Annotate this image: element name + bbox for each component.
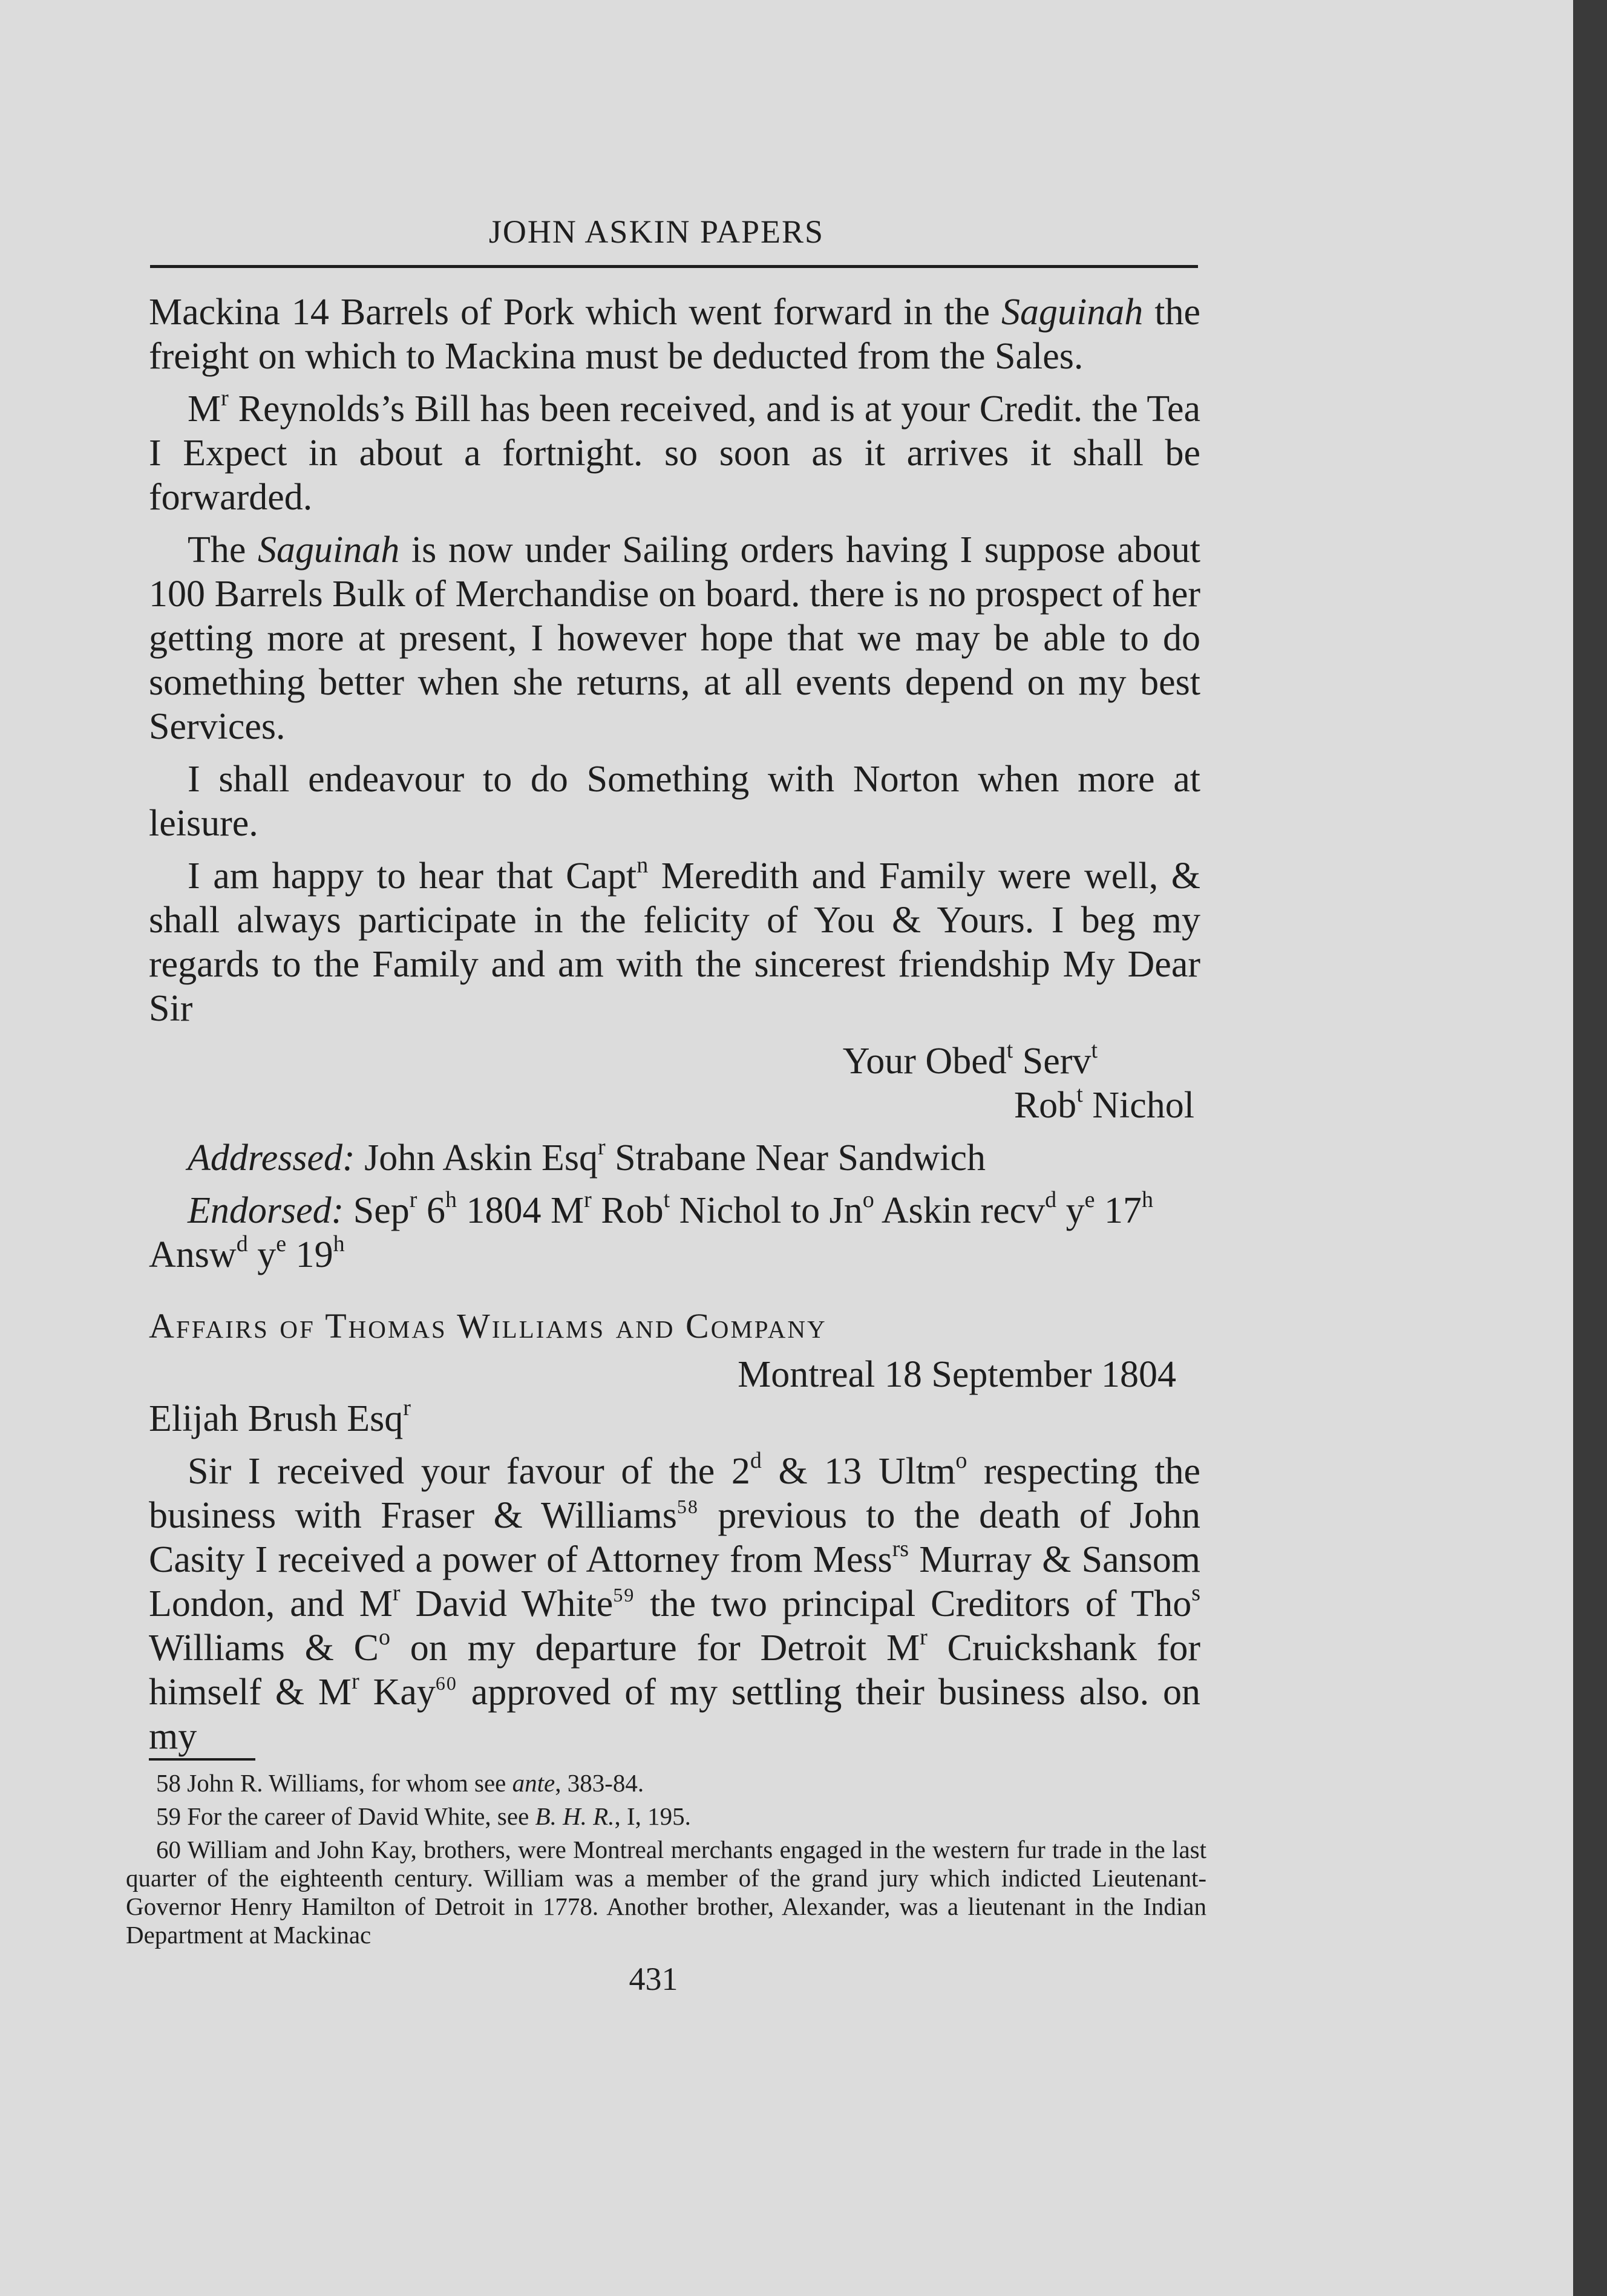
italic-ref: ante [512,1769,555,1797]
text-run: Meredith and Family were well, & shall always participate in the felicity of You & Yours. I beg my regards to the Family and am with the sincerest friendship My Dear Sir [149,855,1200,1029]
text-run: Sir I received your favour of the 2 [188,1451,750,1492]
superscript: r [352,1669,359,1694]
addressed-label: Addressed: [188,1137,355,1179]
text-run: Nichol [1082,1085,1194,1126]
superscript: r [392,1580,401,1606]
paragraph-saguinah [149,528,1200,749]
text-run: John Askin Esq [355,1137,598,1179]
text-run: , I, 195. [614,1802,691,1830]
page-number: 431 [629,1961,678,1997]
text-run: Elijah Brush Esq [149,1398,404,1439]
superscript: o [378,1624,390,1650]
endorsed-line [149,1189,1200,1277]
superscript: rs [892,1536,909,1562]
salutation [149,1397,1200,1441]
footnote-ref-59[interactable]: 59 [613,1584,635,1606]
text-run: Mackina 14 Barrels of Pork which went forward in the [149,292,1002,333]
superscript: r [920,1624,928,1650]
running-header: JOHN ASKIN PAPERS [488,214,825,250]
text-run: Rob [1013,1085,1077,1126]
text-run: 6 [417,1190,445,1231]
text-run: y [1056,1190,1085,1231]
text-run: Your Obed [842,1041,1007,1082]
ship-name: Saguinah [258,529,400,571]
text-run: Murray & Sansom London, and M [149,1539,1200,1624]
text-run: 58 John R. Williams, for whom see [156,1769,512,1797]
superscript: r [403,1395,411,1421]
text-run: Williams & C [149,1627,379,1669]
text-run: 59 For the career of David White, see [156,1802,535,1830]
superscript: t [1076,1082,1083,1107]
footnote-58 [126,1769,1206,1797]
text-run: Strabane Near Sandwich [605,1137,986,1179]
dateline: Montreal 18 September 1804 [738,1354,1176,1395]
superscript: o [862,1187,874,1212]
page-edge [1573,0,1607,2296]
paragraph-meredith [149,854,1200,1031]
superscript: t [663,1187,670,1212]
text-run: the freight on which to Mackina must be deducted from the Sales. [149,292,1200,377]
text-run: Kay [359,1672,436,1713]
text-run: is now under Sailing orders having I suppose about 100 Barrels Bulk of Merchandise on board. there is no prospect of her getting more at present, I however hope that we may be able to do something better when she returns, at all events depend on my best Services. [149,529,1200,747]
footnote-rule [149,1758,255,1761]
superscript: d [1045,1187,1057,1212]
text-run: The [188,529,258,571]
footnote-60: 60 William and John Kay, brothers, were Montreal merchants engaged in the western fur trade in the last quarter of the eighteenth century. William was a member of the grand jury which indicted Lieutenant-Governor Henry Hamilton of Detroit in 1778. Another brother, Alexander, was a lieutenant in the Indian Department at Mackinac [126,1836,1206,1949]
text-run: 17 [1095,1190,1142,1231]
header-rule [150,265,1198,268]
superscript: h [333,1231,345,1257]
superscript: t [1006,1038,1013,1063]
text-run: Sep [344,1190,410,1231]
text-run: approved of my settling their business also. on my [149,1672,1200,1757]
text-run: 19 [286,1234,333,1275]
signature-line [149,1084,1200,1128]
text-run: M [188,388,221,430]
text-run: 1804 M [456,1190,584,1231]
text-run: on my departure for Detroit M [390,1627,920,1669]
paragraph-reynolds [149,387,1200,520]
text-run: & 13 Ultm [761,1451,956,1492]
text-run: previous to the death of John Casity I received a power of Attorney from Mess [149,1495,1200,1580]
endorsed-label: Endorsed: [188,1190,344,1231]
text-run: y [247,1234,277,1275]
addressed-line [149,1136,1200,1180]
ship-name: Saguinah [1001,292,1144,333]
text-run: Answ [149,1234,237,1275]
footnotes [126,1769,1206,1954]
text-run: Askin recv [874,1190,1046,1231]
superscript: r [221,385,229,411]
text-run: Serv [1013,1041,1092,1082]
text-run: Rob [591,1190,664,1231]
superscript: r [409,1187,417,1212]
text-run: David White [400,1583,614,1624]
main-text [149,290,1200,1767]
text-run: respecting the business with Fraser & Williams [149,1451,1201,1536]
superscript: o [955,1448,967,1473]
section-heading: Affairs of Thomas Williams and Company [149,1306,827,1346]
superscript: h [445,1187,457,1212]
superscript: e [276,1231,287,1257]
superscript: h [1142,1187,1154,1212]
closing-line [149,1039,1200,1084]
footnote-ref-58[interactable]: 58 [676,1496,699,1517]
text-run: Reynolds’s Bill has been received, and is at your Credit. the Tea I Expect in about a fortnight. so soon as it arrives it shall be forwarded. [149,388,1200,518]
paragraph-pork [149,290,1200,379]
superscript: n [637,852,649,878]
paragraph-norton: I shall endeavour to do Something with Norton when more at leisure. [149,759,1200,844]
text-run: Cruickshank for himself & M [149,1627,1201,1713]
superscript: t [1091,1038,1098,1063]
superscript: d [236,1231,248,1257]
footnote-ref-60[interactable]: 60 [435,1672,457,1694]
italic-ref: B. H. R. [535,1802,615,1830]
paragraph-brush-letter [149,1450,1200,1759]
text-run: the two principal Creditors of Tho [635,1583,1192,1624]
text-run: , 383-84. [555,1769,644,1797]
superscript: r [597,1134,606,1160]
superscript: d [750,1448,762,1473]
superscript: e [1084,1187,1095,1212]
footnote-59 [126,1802,1206,1831]
text-run: Nichol to Jn [670,1190,863,1231]
text-run: I am happy to hear that Capt [188,855,637,897]
superscript: s [1191,1580,1200,1606]
superscript: r [584,1187,592,1212]
